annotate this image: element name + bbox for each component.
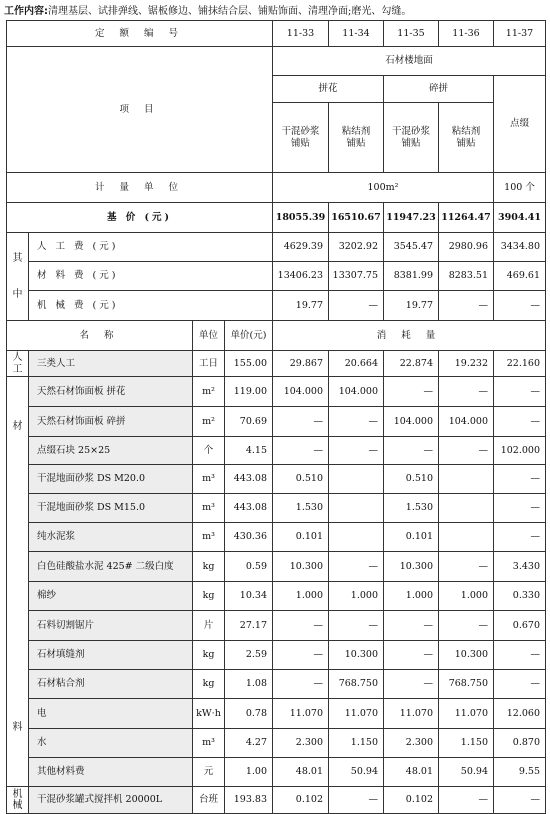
column-header-row — [7, 321, 546, 351]
method-cell: 粘结剂 铺贴 — [439, 103, 494, 173]
code-cell: 11-33 — [273, 21, 329, 47]
work-content-label: 工作内容: — [4, 6, 48, 17]
consumption-value: 104.000 — [273, 377, 329, 407]
consumption-value: 10.300 — [384, 552, 439, 582]
consumption-value: 11.070 — [439, 699, 494, 729]
consumption-value: 50.94 — [439, 758, 494, 787]
material-row — [7, 437, 546, 465]
category-machine: 机械 — [7, 787, 29, 814]
resource-name: 白色硅酸盐水泥 425# 二级白度 — [29, 552, 193, 582]
consumption-value: — — [273, 641, 329, 670]
labor-row — [7, 351, 546, 377]
consumption-value: 11.070 — [329, 699, 384, 729]
consumption-value: 2.300 — [384, 729, 439, 758]
consumption-value: — — [494, 523, 546, 552]
quota-table-body — [7, 21, 546, 814]
resource-price: 0.78 — [225, 699, 273, 729]
cost-row — [7, 262, 546, 291]
consumption-value: 1.000 — [273, 582, 329, 611]
cost-value: 4629.39 — [273, 233, 329, 262]
cost-value: 3202.92 — [329, 233, 384, 262]
consumption-value: 0.101 — [273, 523, 329, 552]
qizhong-label: 其 中 — [7, 233, 29, 321]
resource-name: 石料切割锯片 — [29, 611, 193, 641]
base-price-cell: 11264.47 — [439, 203, 494, 233]
consumption-value: — — [439, 437, 494, 465]
resource-unit: kg — [193, 670, 225, 699]
consumption-value: 1.150 — [439, 729, 494, 758]
consumption-value: — — [494, 377, 546, 407]
consumption-value: — — [494, 641, 546, 670]
resource-name: 三类人工 — [29, 351, 193, 377]
cost-value: 19.77 — [273, 291, 329, 321]
resource-unit: 台班 — [193, 787, 225, 814]
resource-price: 443.08 — [225, 465, 273, 494]
consumption-value: — — [329, 552, 384, 582]
consumption-value: — — [439, 552, 494, 582]
consumption-value: — — [439, 377, 494, 407]
resource-unit: kg — [193, 641, 225, 670]
consumption-header: 消 耗 量 — [273, 321, 546, 351]
resource-name: 点缀石块 25×25 — [29, 437, 193, 465]
resource-name: 棉纱 — [29, 582, 193, 611]
resource-price: 27.17 — [225, 611, 273, 641]
consumption-value: 12.060 — [494, 699, 546, 729]
category-material-bottom: 料 — [12, 722, 23, 733]
consumption-value: 1.530 — [384, 494, 439, 523]
cost-value: 8283.51 — [439, 262, 494, 291]
consumption-value: 104.000 — [329, 377, 384, 407]
consumption-value: — — [273, 407, 329, 437]
unit-label: 计 量 单 位 — [7, 173, 273, 203]
resource-unit: 工日 — [193, 351, 225, 377]
consumption-value: 0.102 — [273, 787, 329, 814]
consumption-value: 0.510 — [384, 465, 439, 494]
code-cell: 11-35 — [384, 21, 439, 47]
resource-price: 70.69 — [225, 407, 273, 437]
consumption-value: — — [384, 611, 439, 641]
unit-header: 单位 — [193, 321, 225, 351]
consumption-value: — — [384, 377, 439, 407]
resource-name: 纯水泥浆 — [29, 523, 193, 552]
consumption-value: 20.664 — [329, 351, 384, 377]
material-row — [7, 494, 546, 523]
consumption-value: 0.101 — [384, 523, 439, 552]
resource-name: 干混砂浆罐式搅拌机 20000L — [29, 787, 193, 814]
base-price-row — [7, 203, 546, 233]
resource-price: 193.83 — [225, 787, 273, 814]
consumption-value — [439, 494, 494, 523]
resource-name: 石材填缝剂 — [29, 641, 193, 670]
consumption-value: — — [273, 611, 329, 641]
dianzhui-label: 点缀 — [494, 76, 546, 173]
resource-price: 443.08 — [225, 494, 273, 523]
resource-price: 1.00 — [225, 758, 273, 787]
resource-unit: 个 — [193, 437, 225, 465]
resource-price: 1.08 — [225, 670, 273, 699]
cost-value: 13307.75 — [329, 262, 384, 291]
consumption-value: 1.530 — [273, 494, 329, 523]
consumption-value: — — [494, 465, 546, 494]
consumption-value: 10.300 — [439, 641, 494, 670]
consumption-value: 3.430 — [494, 552, 546, 582]
consumption-value: — — [329, 407, 384, 437]
resource-unit: m³ — [193, 729, 225, 758]
resource-unit: kg — [193, 552, 225, 582]
category-material-top: 材 — [12, 421, 23, 432]
work-content-text: 清理基层、试排弹线、锯板修边、铺抹结合层、铺贴饰面、清理净面;磨光、勾缝。 — [48, 6, 412, 17]
code-cell: 11-34 — [329, 21, 384, 47]
cost-label: 人 工 费 (元) — [29, 233, 273, 262]
resource-name: 水 — [29, 729, 193, 758]
consumption-value: — — [329, 611, 384, 641]
resource-unit: m³ — [193, 465, 225, 494]
consumption-value: — — [494, 494, 546, 523]
consumption-value: — — [273, 670, 329, 699]
cost-value: 8381.99 — [384, 262, 439, 291]
material-row — [7, 670, 546, 699]
material-row — [7, 523, 546, 552]
consumption-value: 11.070 — [273, 699, 329, 729]
price-header: 单价(元) — [225, 321, 273, 351]
group-title: 石材楼地面 — [273, 47, 546, 76]
consumption-value: 1.150 — [329, 729, 384, 758]
consumption-value: — — [384, 437, 439, 465]
cost-value: 2980.96 — [439, 233, 494, 262]
base-price-cell: 3904.41 — [494, 203, 546, 233]
unit-row — [7, 173, 546, 203]
consumption-value: 0.510 — [273, 465, 329, 494]
base-price-cell: 11947.23 — [384, 203, 439, 233]
code-row — [7, 21, 546, 47]
cost-value: 13406.23 — [273, 262, 329, 291]
consumption-value: — — [273, 437, 329, 465]
consumption-value: 768.750 — [329, 670, 384, 699]
group-row — [7, 47, 546, 76]
code-cell: 11-36 — [439, 21, 494, 47]
resource-unit: m² — [193, 377, 225, 407]
cost-value: — — [439, 291, 494, 321]
cost-value: 3434.80 — [494, 233, 546, 262]
cost-value: — — [494, 291, 546, 321]
consumption-value: 19.232 — [439, 351, 494, 377]
consumption-value: 0.330 — [494, 582, 546, 611]
consumption-value — [329, 523, 384, 552]
resource-unit: m³ — [193, 523, 225, 552]
subgroup-suipin: 碎拼 — [384, 76, 494, 103]
resource-name: 天然石材饰面板 碎拼 — [29, 407, 193, 437]
material-row — [7, 552, 546, 582]
consumption-value: 22.874 — [384, 351, 439, 377]
consumption-value: 1.000 — [439, 582, 494, 611]
resource-price: 10.34 — [225, 582, 273, 611]
consumption-value: — — [494, 787, 546, 814]
resource-name: 天然石材饰面板 拼花 — [29, 377, 193, 407]
resource-name: 电 — [29, 699, 193, 729]
consumption-value: 0.102 — [384, 787, 439, 814]
resource-price: 2.59 — [225, 641, 273, 670]
cost-row — [7, 233, 546, 262]
resource-price: 4.15 — [225, 437, 273, 465]
base-price-label: 基 价 (元) — [7, 203, 273, 233]
item-label: 项 目 — [7, 47, 273, 173]
consumption-value: 22.160 — [494, 351, 546, 377]
quota-table — [6, 20, 546, 814]
material-row — [7, 377, 546, 407]
cost-value: 469.61 — [494, 262, 546, 291]
unit-last: 100 个 — [494, 173, 546, 203]
resource-price: 119.00 — [225, 377, 273, 407]
consumption-value — [329, 465, 384, 494]
base-price-cell: 18055.39 — [273, 203, 329, 233]
consumption-value: 768.750 — [439, 670, 494, 699]
consumption-value: — — [384, 670, 439, 699]
subgroup-pinhua: 拼花 — [273, 76, 384, 103]
consumption-value: — — [494, 670, 546, 699]
cost-value: 19.77 — [384, 291, 439, 321]
consumption-value: 29.867 — [273, 351, 329, 377]
resource-name: 其他材料费 — [29, 758, 193, 787]
cost-label: 机 械 费 (元) — [29, 291, 273, 321]
consumption-value: 0.870 — [494, 729, 546, 758]
resource-name: 石材粘合剂 — [29, 670, 193, 699]
resource-name: 干混地面砂浆 DS M20.0 — [29, 465, 193, 494]
unit-main: 100m² — [273, 173, 494, 203]
resource-name: 干混地面砂浆 DS M15.0 — [29, 494, 193, 523]
cost-value: — — [329, 291, 384, 321]
material-row — [7, 758, 546, 787]
consumption-value: — — [439, 611, 494, 641]
material-row — [7, 641, 546, 670]
cost-row — [7, 291, 546, 321]
category-material — [7, 377, 29, 787]
consumption-value: 1.000 — [384, 582, 439, 611]
consumption-value: 48.01 — [384, 758, 439, 787]
resource-price: 430.36 — [225, 523, 273, 552]
consumption-value: 11.070 — [384, 699, 439, 729]
category-labor: 人工 — [7, 351, 29, 377]
consumption-value: 0.670 — [494, 611, 546, 641]
resource-price: 0.59 — [225, 552, 273, 582]
method-cell: 粘结剂 铺贴 — [329, 103, 384, 173]
resource-price: 155.00 — [225, 351, 273, 377]
consumption-value — [439, 465, 494, 494]
resource-unit: m² — [193, 407, 225, 437]
consumption-value: — — [329, 787, 384, 814]
resource-price: 4.27 — [225, 729, 273, 758]
name-header: 名 称 — [7, 321, 193, 351]
material-row — [7, 729, 546, 758]
consumption-value: 104.000 — [384, 407, 439, 437]
method-cell: 干混砂浆 铺贴 — [384, 103, 439, 173]
consumption-value: 50.94 — [329, 758, 384, 787]
consumption-value: 10.300 — [329, 641, 384, 670]
resource-unit: 片 — [193, 611, 225, 641]
material-row — [7, 407, 546, 437]
consumption-value: 10.300 — [273, 552, 329, 582]
method-cell: 干混砂浆 铺贴 — [273, 103, 329, 173]
base-price-cell: 16510.67 — [329, 203, 384, 233]
code-cell: 11-37 — [494, 21, 546, 47]
cost-value: 3545.47 — [384, 233, 439, 262]
work-content-header — [4, 2, 411, 17]
material-row — [7, 582, 546, 611]
consumption-value: — — [494, 407, 546, 437]
consumption-value — [439, 523, 494, 552]
resource-unit: 元 — [193, 758, 225, 787]
material-row — [7, 699, 546, 729]
consumption-value: 2.300 — [273, 729, 329, 758]
resource-unit: kW·h — [193, 699, 225, 729]
consumption-value — [329, 494, 384, 523]
consumption-value: 102.000 — [494, 437, 546, 465]
code-label: 定 额 编 号 — [7, 21, 273, 47]
consumption-value: — — [329, 437, 384, 465]
consumption-value: 104.000 — [439, 407, 494, 437]
material-row — [7, 465, 546, 494]
resource-unit: m³ — [193, 494, 225, 523]
consumption-value: 1.000 — [329, 582, 384, 611]
consumption-value: 48.01 — [273, 758, 329, 787]
resource-unit: kg — [193, 582, 225, 611]
consumption-value: — — [384, 641, 439, 670]
consumption-value: 9.55 — [494, 758, 546, 787]
consumption-value: — — [439, 787, 494, 814]
material-row — [7, 611, 546, 641]
machine-row — [7, 787, 546, 814]
cost-label: 材 料 费 (元) — [29, 262, 273, 291]
